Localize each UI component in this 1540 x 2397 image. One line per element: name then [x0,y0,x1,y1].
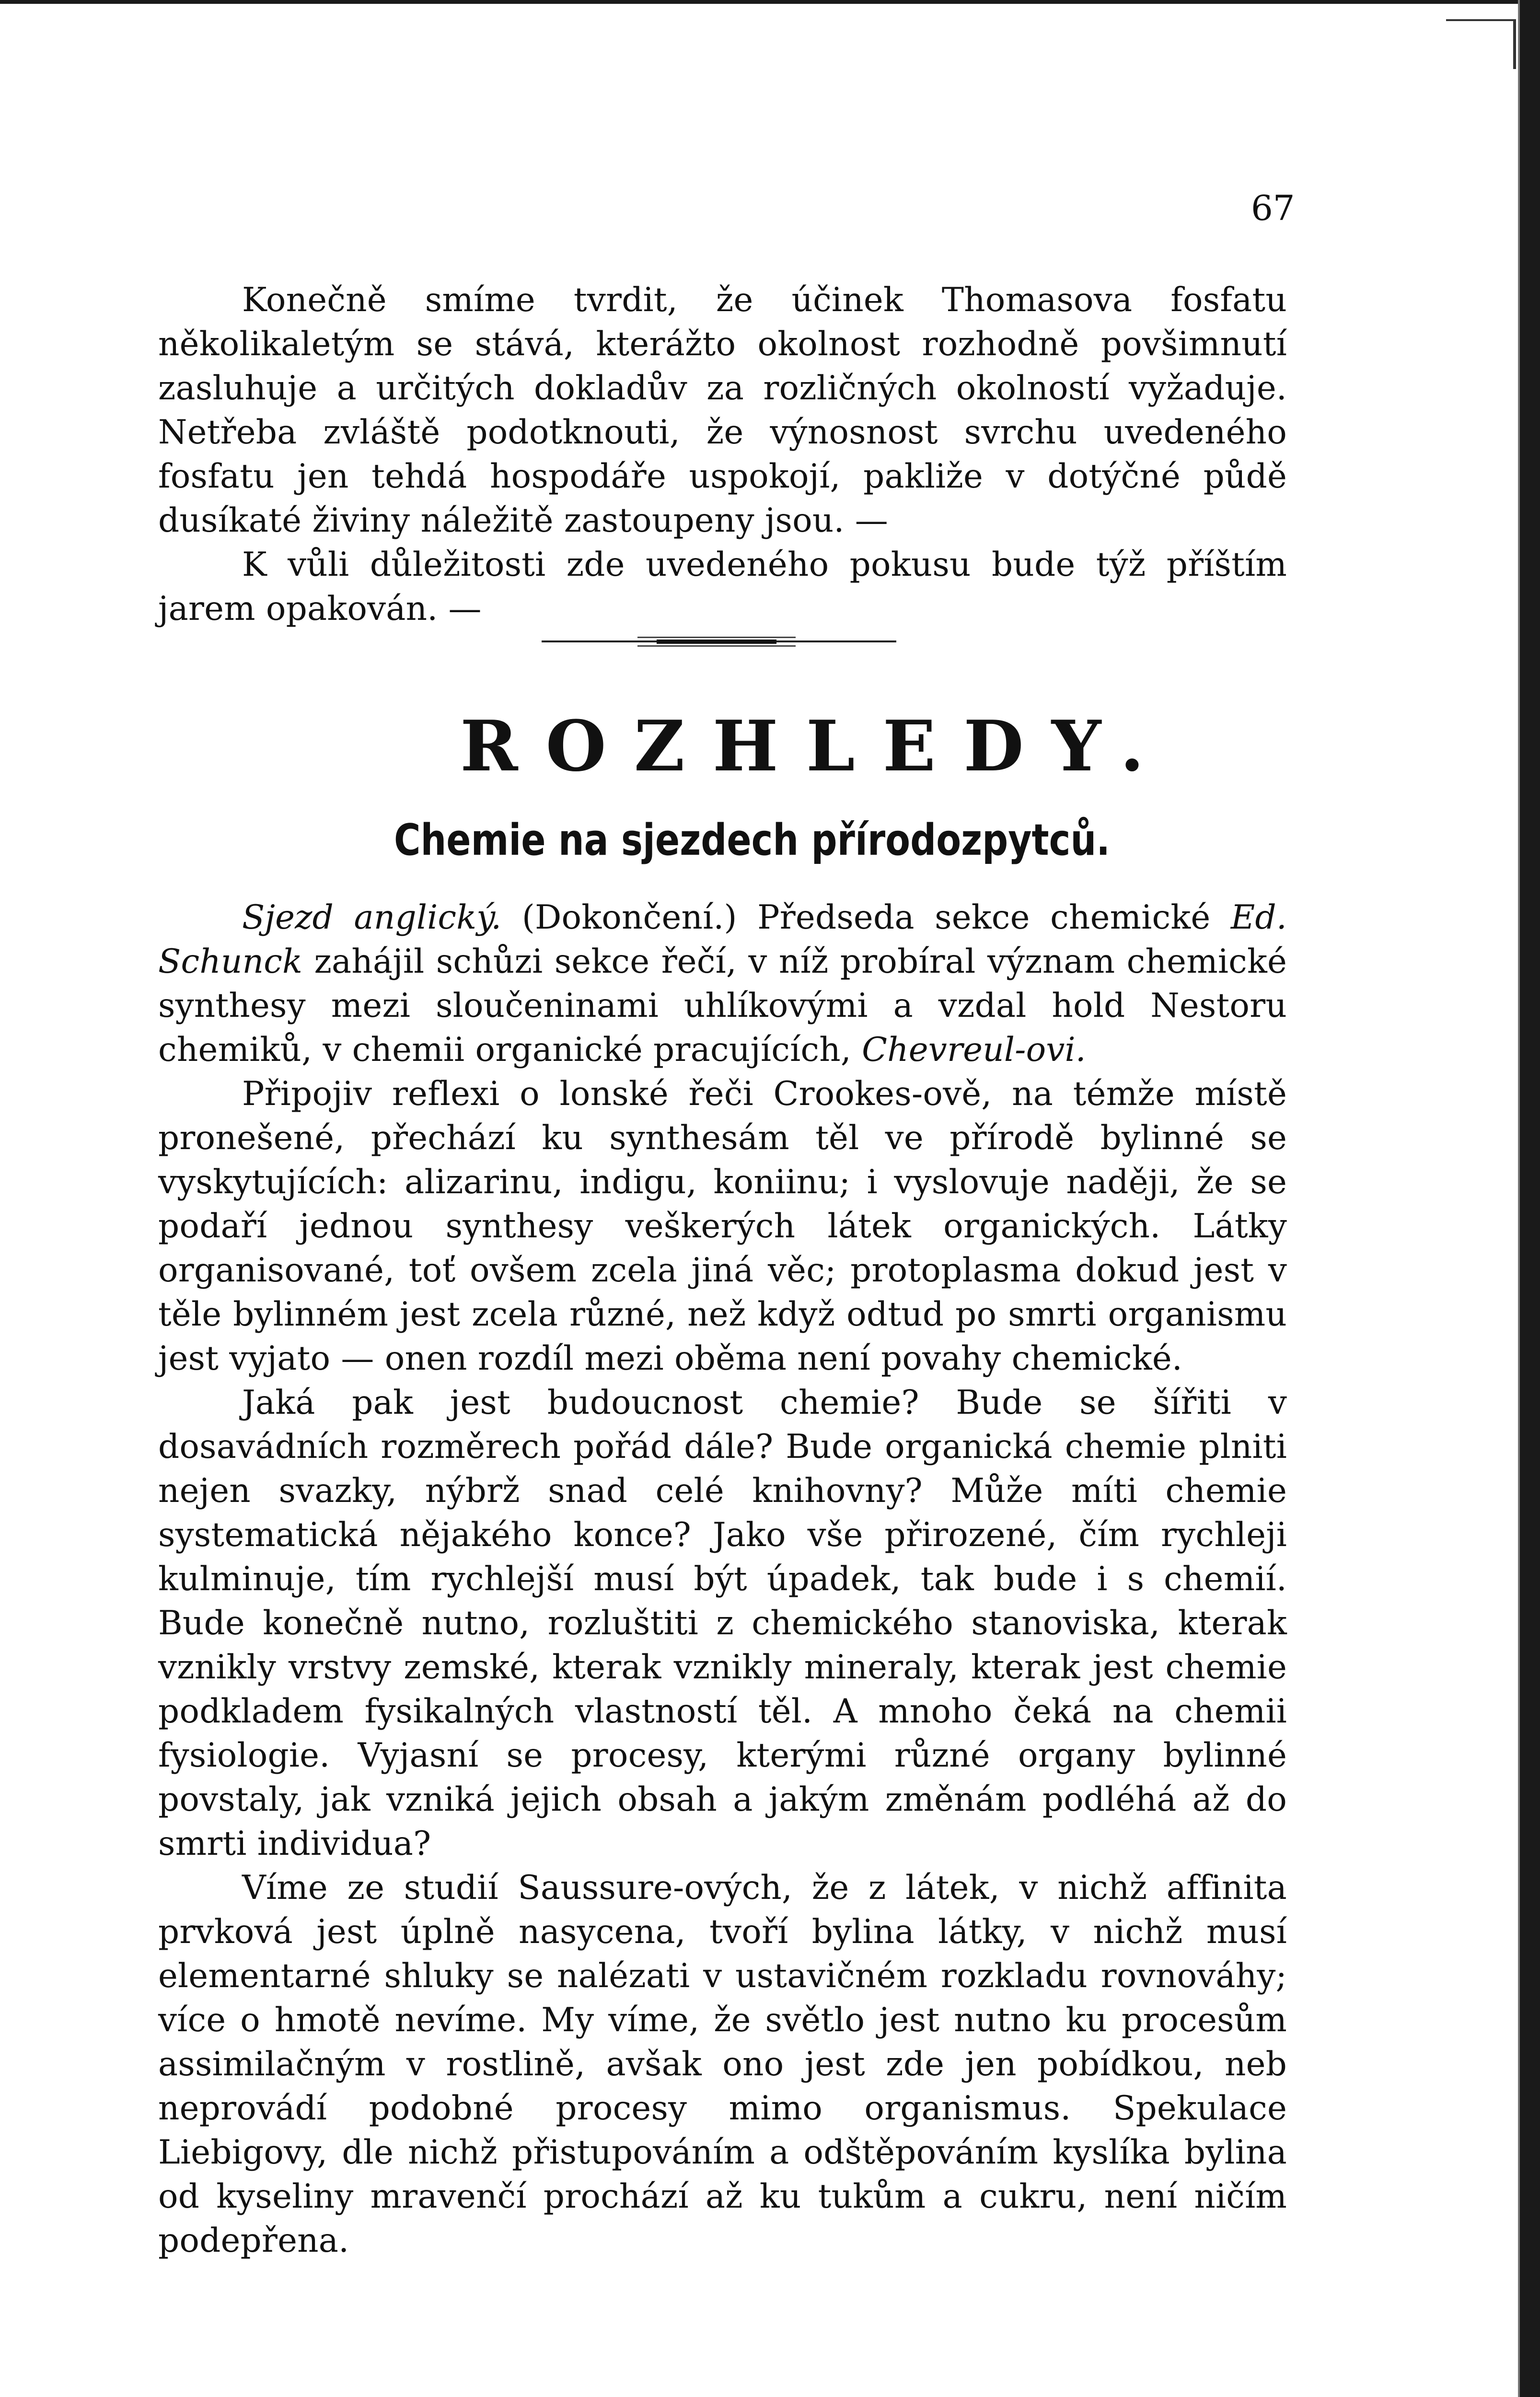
lead-emphasis: Sjezd anglický. [242,898,502,937]
section-divider [542,637,896,647]
divider-line [637,645,796,647]
article-text [158,896,1287,2263]
person-name: Ed. Schunck [158,898,1287,981]
article-subtitle: Chemie na sjezdech přírodozpytců. [394,815,1111,865]
divider-line [657,640,776,644]
scan-corner-mark [1446,19,1516,69]
person-name: Chevreul-ovi. [862,1031,1086,1069]
intro-paragraph: Konečně smíme tvrdit, že účinek Thomasova fosfatu několikaletým se stává, kterážto okolnost rozhodně povšimnutí zasluhuje a určitých dokladův za rozličných okolností vyžaduje. Netřeba zvláště podotknouti, že výnosnost svrchu uvedeného fosfatu jen tehdá hospodáře uspokojí, pakliže v dotýčné půdě dusíkaté živiny náležitě zastoupeny jsou. — [158,281,1287,540]
scan-edge-top [0,0,1540,4]
article-paragraph: Připojiv reflexi o lonské řeči Crookes-ově, na témže místě pronešené, přechází ku synthesám těl ve přírodě bylinné se vyskytujících: alizarinu, indigu, koniinu; i vyslovuje naději, že se podaří jednou synthesy veškerých látek organických. Látky organisované, toť ovšem zcela jiná věc; protoplasma dokud jest v těle bylinném jest zcela různé, než když odtud po smrti organismu jest vyjato — onen rozdíl mezi oběma není povahy chemické. [158,1075,1287,1378]
article-paragraph: Víme ze studií Saussure-ových, že z látek, v nichž affinita prvková jest úplně nasycena, tvoří bylina látky, v nichž musí elementarné shluky se nalézati v ustavičném rozkladu rovnováhy; více o hmotě nevíme. My víme, že světlo jest nutno ku procesům assimilačným v rostlině, avšak ono jest zde jen pobídkou, neb neprovádí podobné procesy mimo organismus. Spekulace Liebigovy, dle nichž přistupováním a odštěpováním kyslíka bylina od kyseliny mravenčí prochází až ku tukům a cukru, není ničím podepřena. [158,1869,1287,2260]
intro-text [158,278,1287,631]
article-paragraph [158,896,1287,1072]
scan-edge-right [1520,0,1540,2397]
paragraph-body: zahájil schůzi sekce řečí, v níž probíral význam chemické synthesy mezi sloučeninami uhlíkovými a vzdal hold Nestoru chemiků, v chemii organické pracujících, [158,943,1287,1069]
lead-text: (Dokončení.) Předseda sekce chemické [501,898,1231,937]
page-number: 67 [1251,188,1295,228]
intro-paragraph: K vůli důležitosti zde uvedeného pokusu bude týž příštím jarem opakován. — [158,546,1287,628]
divider-line [637,637,796,638]
section-title: ROZHLEDY. [460,706,1172,787]
article-paragraph: Jaká pak jest budoucnost chemie? Bude se šířiti v dosavádních rozměrech pořád dále? Bude organická chemie plniti nejen svazky, nýbrž snad celé knihovny? Může míti chemie systematická nějakého konce? Jako vše přirozené, čím rychleji kulminuje, tím rychlejší musí být úpadek, tak bude i s chemií. Bude konečně nutno, rozluštiti z chemického stanoviska, kterak vznikly vrstvy zemské, kterak vznikly mineraly, kterak jest chemie podkladem fysikalných vlastností těl. A mnoho čeká na chemii fysiologie. Vyjasní se procesy, kterými různé organy bylinné povstaly, jak vzniká jejich obsah a jakým změnám podléhá až do smrti individua? [158,1384,1287,1863]
